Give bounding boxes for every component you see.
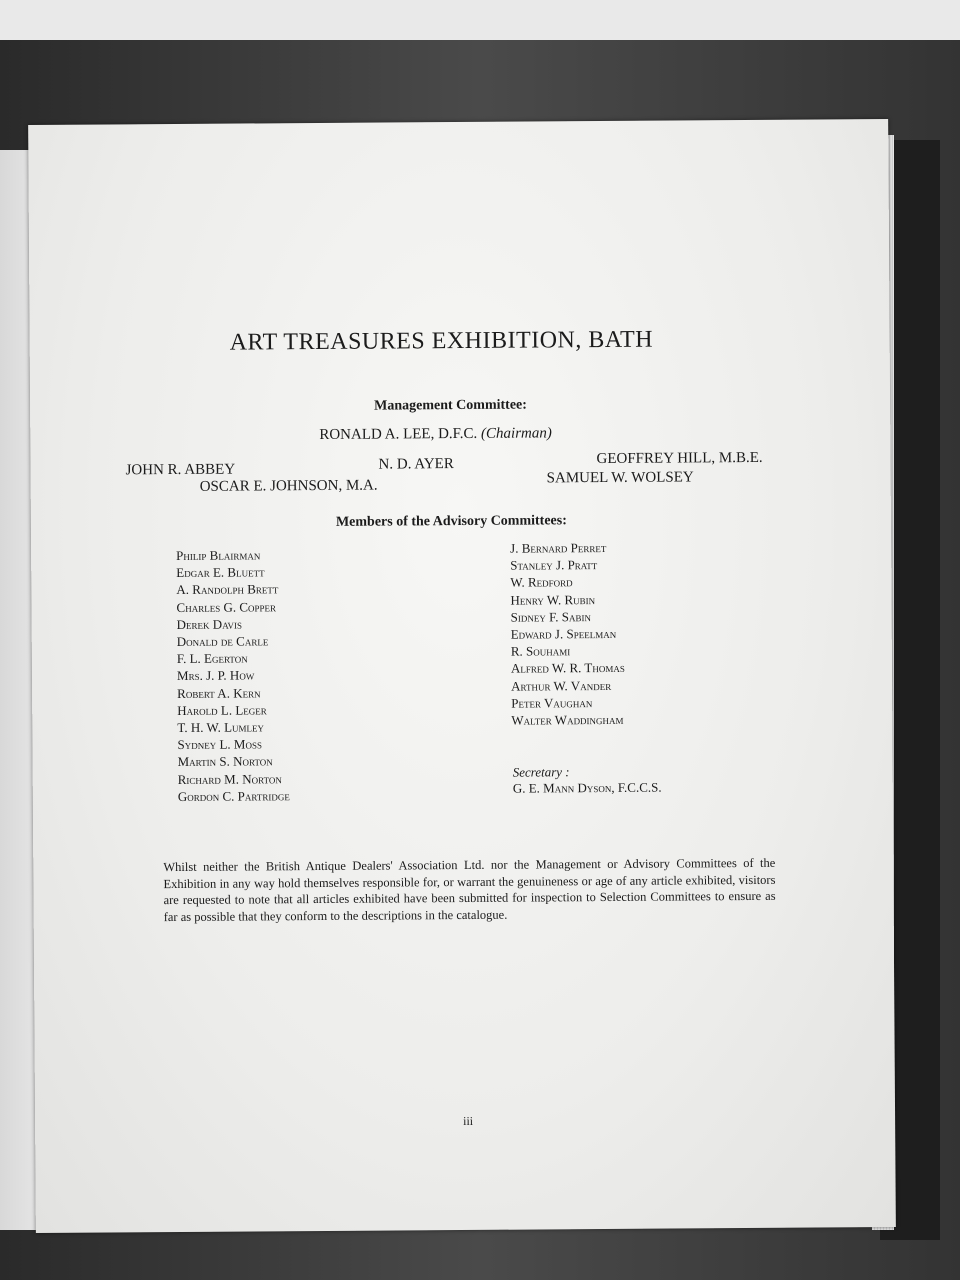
- advisory-member: Martin S. Norton: [177, 753, 273, 770]
- advisory-member: Derek Davis: [176, 616, 243, 632]
- advisory-member: Sydney L. Moss: [177, 736, 263, 753]
- management-committee-heading: Management Committee:: [374, 397, 527, 414]
- advisory-member: Richard M. Norton: [177, 770, 282, 787]
- page-title: ART TREASURES EXHIBITION, BATH: [229, 326, 654, 356]
- advisory-member: Peter Vaughan: [511, 694, 593, 711]
- advisory-member: T. H. W. Lumley: [177, 719, 265, 736]
- secretary-name: G. E. Mann Dyson, F.C.C.S.: [512, 779, 662, 796]
- secretary-label: Secretary :: [512, 764, 570, 780]
- advisory-list-left: [176, 546, 290, 805]
- management-member: SAMUEL W. WOLSEY: [546, 469, 694, 487]
- chairman: [319, 425, 552, 444]
- chairman-name: RONALD A. LEE, D.F.C.: [319, 425, 478, 443]
- advisory-member: Robert A. Kern: [177, 685, 261, 701]
- disclaimer-paragraph: Whilst neither the British Antique Dealers' Association Ltd. nor the Management or Advisory Committees of the Exhibition in any way hold themselves responsible for, or warrant the genuineness or age of any article exhibited, visitors are requested to note that all articles exhibited have been submitted for inspection to Selection Committees to ensure as far as possible that they conform to the descriptions in the catalogue.: [163, 855, 776, 924]
- advisory-member: R. Souhami: [510, 643, 571, 659]
- advisory-member: Mrs. J. P. How: [176, 667, 255, 684]
- advisory-member: Alfred W. R. Thomas: [510, 660, 625, 677]
- advisory-member: Edward J. Speelman: [510, 625, 617, 642]
- management-member: JOHN R. ABBEY: [125, 461, 236, 479]
- advisory-member: J. Bernard Perret: [510, 539, 607, 556]
- advisory-member: Gordon C. Partridge: [177, 788, 290, 804]
- advisory-member: Harold L. Leger: [177, 702, 267, 718]
- advisory-member: F. L. Egerton: [176, 650, 248, 667]
- advisory-member: Arthur W. Vander: [511, 677, 612, 694]
- advisory-member: Philip Blairman: [176, 547, 261, 563]
- management-member: N. D. AYER: [378, 456, 454, 473]
- advisory-member: Sidney F. Sabin: [510, 608, 592, 625]
- advisory-list-right: [510, 539, 625, 729]
- advisory-member: Edgar E. Bluett: [176, 564, 265, 581]
- advisory-member: Henry W. Rubin: [510, 591, 596, 608]
- advisory-member: Charles G. Copper: [176, 598, 277, 615]
- chairman-role: (Chairman): [480, 425, 552, 442]
- advisory-committees-heading: Members of the Advisory Committees:: [335, 513, 567, 530]
- advisory-member: A. Randolph Brett: [176, 581, 279, 598]
- advisory-member: Walter Waddingham: [511, 711, 624, 728]
- management-member: GEOFFREY HILL, M.B.E.: [596, 449, 763, 468]
- advisory-member: Stanley J. Pratt: [510, 557, 598, 573]
- management-member: OSCAR E. JOHNSON, M.A.: [199, 477, 378, 495]
- background-top: [0, 0, 960, 40]
- catalogue-page: [28, 119, 896, 1233]
- page-number: iii: [463, 1113, 474, 1129]
- advisory-member: W. Redford: [510, 574, 573, 591]
- advisory-member: Donald de Carle: [176, 633, 269, 650]
